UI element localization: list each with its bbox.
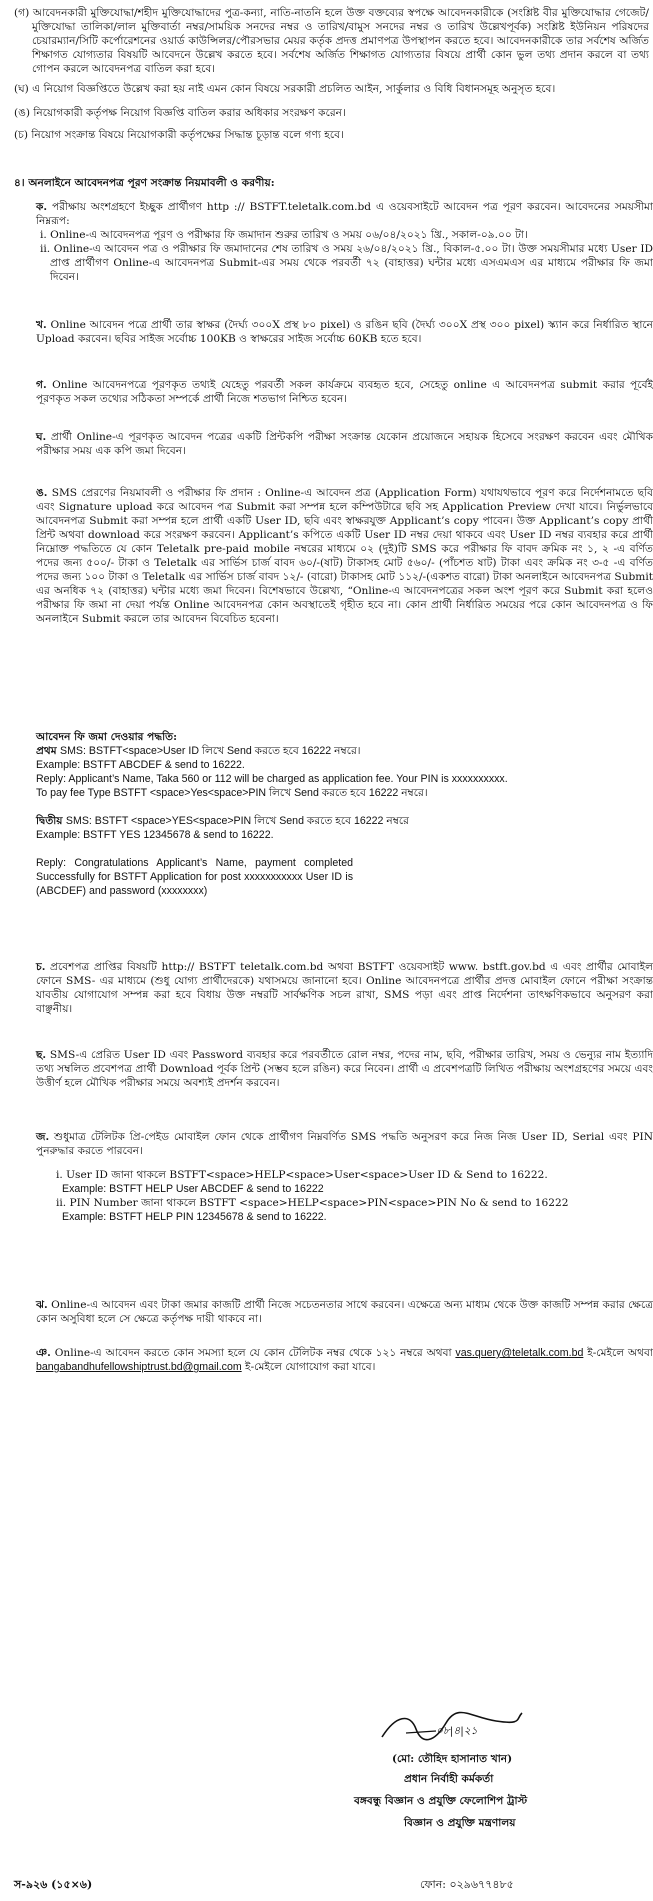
rule-jha-label: ঝ. <box>36 1299 48 1311</box>
rule-ga <box>14 378 653 406</box>
trust-email-link[interactable]: bangabandhufellowshiptrust.bd@gmail.com <box>36 1361 242 1373</box>
rule-cha <box>14 960 653 1016</box>
section-heading: ৪। অনলাইনে আবেদনপত্র পূরণ সংক্রান্ত নিয়মাবলী ও করণীয়: <box>14 177 275 189</box>
rule-gha-label: ঘ. <box>36 431 47 443</box>
item-ga-freedom-fighter: (গ) আবেদনকারী মুক্তিযোদ্ধা/শহীদ মুক্তিযোদ্ধাদের পুত্র-কন্যা, নাতি-নাতনি হলে উক্ত বক্তব্যের স্বপক্ষে আবেদনকারীকে (সংশ্লিষ্ট বীর মুক্তিযোদ্ধার গেজেট/মুক্তিযোদ্ধা তালিকা/লাল মুক্তিবার্তা নম্বর/সাময়িক সনদের নম্বর ও তারিখ/বামুস সনদের নম্বর ও তারিখ উল্লেখপূর্বক) সংশ্লিষ্ট ইউনিয়ন পরিষদের চেয়ারম্যান/সিটি কর্পোরেশনের ওয়ার্ড কাউন্সিলর/পৌরসভার মেয়র কর্তৃক প্রদত্ত প্রমাণপত্র উপস্থাপন করতে হবে। আবেদনকারীকে তার সর্বশেষ অর্জিত শিক্ষাগত যোগ্যতার বিষয়টি আবেদনে উল্লেখ করতে হবে। সর্বশেষ অর্জিত শিক্ষাগত যোগ্যতার বিষয়ে প্রার্থী কোন ভুল তথ্য প্রদান করলে বা তথ্য গোপন করলে আবেদনপত্র বাতিল করা হবে। <box>14 7 649 75</box>
footer-code: স-৯২৬ (১৫×৬) <box>14 1878 93 1891</box>
fee-second-reply: Reply: Congratulations Applicant’s Name, payment completed Successfully for BSTFT Application for post xxxxxxxxxxx User ID is (ABCDEF) and password (xxxxxxxx) <box>36 857 353 897</box>
rule-nya-text-mid: ই-মেইলে অথবা <box>583 1347 653 1359</box>
rule-uma <box>14 486 653 626</box>
signatory-ministry: বিজ্ঞান ও প্রযুক্তি মন্ত্রণালয় <box>404 1817 516 1829</box>
fee-first-pay: To pay fee Type BSTFT <space>Yes<space>PIN লিখে Send করতে হবে 16222 নম্বরে। <box>36 787 428 799</box>
rule-nya-label: ঞ. <box>36 1347 51 1359</box>
rule-ka-i: i. Online-এ আবেদনপত্র পূরণ ও পরীক্ষার ফি জমাদান শুরুর তারিখ ও সময় ০৬/০৪/২০২১ খ্রি., সকাল-০৯.০০ টা। <box>40 229 528 241</box>
rule-nya <box>14 1346 653 1374</box>
rule-kha-label: খ. <box>36 319 47 331</box>
item-uma-cancel-right: (ঙ) নিয়োগকারী কর্তৃপক্ষ নিয়োগ বিজ্ঞপ্তি বাতিল করার অধিকার সংরক্ষণ করেন। <box>14 107 346 119</box>
rule-ja-i: i. User ID জানা থাকলে BSTFT<space>HELP<space>User<space>User ID & Send to 16222. <box>56 1169 548 1181</box>
fee-second-sms: SMS: BSTFT <space>YES<space>PIN লিখে Send করতে হবে 16222 নম্বরে <box>65 815 410 827</box>
rule-nya-text-after: ই-মেইলে যোগাযোগ করা যাবে। <box>241 1361 376 1373</box>
signatory-name: (মো: তৌহিদ হাসানাত খান) <box>392 1753 513 1765</box>
footer-phone: ফোন: ০২৯৬৭৭৪৮৫ <box>420 1878 514 1891</box>
fee-first-reply: Reply: Applicant’s Name, Taka 560 or 112 will be charged as application fee. Your PIN is xxxxxxxxxx. <box>36 773 508 785</box>
rule-ja-i-example: Example: BSTFT HELP User ABCDEF & send to 16222 <box>62 1183 324 1195</box>
rule-jha-text: Online-এ আবেদন এবং টাকা জমার কাজটি প্রার্থী নিজে সচেতনতার সাথে করবেন। এক্ষেত্রে অন্য মাধ্যম থেকে উক্ত কাজটি সম্পন্ন করার ক্ষেত্রে কোন অসুবিধা হলে সে ক্ষেত্রে কর্তৃপক্ষ দায়ী থাকবে না। <box>36 1299 653 1325</box>
signatory-organization: বঙ্গবন্ধু বিজ্ঞান ও প্রযুক্তি ফেলোশিপ ট্রাস্ট <box>354 1795 528 1807</box>
fee-procedure <box>14 730 653 898</box>
rule-ga-label: গ. <box>36 379 47 391</box>
fee-heading: আবেদন ফি জমা দেওয়ার পদ্ধতি: <box>36 731 178 743</box>
rule-ka-intro: পরীক্ষায় অংশগ্রহণে ইচ্ছুক প্রার্থীগণ http :// BSTFT.teletalk.com.bd এ ওয়েবসাইটে আবেদন পত্র পূরণ করবেন। আবেদনের সময়সীমা নিম্নরূপ: <box>36 201 653 227</box>
rule-ka <box>14 200 653 284</box>
rule-cha-text: প্রবেশপত্র প্রাপ্তির বিষয়টি http:// BSTFT teletalk.com.bd অথবা BSTFT ওয়েবসাইট www. bstft.gov.bd এ এবং প্রার্থীর মোবাইল ফোনে SMS- এর মাধ্যমে (শুধু যোগ্য প্রার্থীদেরকে) যথাসময়ে জানানো হবে। Online আবেদনপত্রে প্রার্থীর প্রদত্ত মোবাইল ফোনে পরীক্ষা সংক্রান্ত যাবতীয় যোগাযোগ সম্পন্ন করা হবে বিধায় উক্ত নম্বরটি সার্বক্ষণিক সচল রাখা, SMS পড়া এবং প্রাপ্ত নির্দেশনা তাৎক্ষণিকভাবে অনুসরণ করা বাঞ্ছনীয়। <box>36 961 653 1015</box>
rule-chha-label: ছ. <box>36 1049 47 1061</box>
signature-date: ০৮|৪|২১ <box>436 1725 478 1737</box>
teletalk-email-link[interactable]: vas.query@teletalk.com.bd <box>455 1347 584 1359</box>
rule-ja-ii-example: Example: BSTFT HELP PIN 12345678 & send to 16222. <box>62 1211 327 1223</box>
item-gha-law: (ঘ) এ নিয়োগ বিজ্ঞপ্তিতে উল্লেখ করা হয় নাই এমন কোন বিষয়ে সরকারী প্রচলিত আইন, সার্কুলার ও বিধি বিধানসমূহ অনুসৃত হবে। <box>14 83 556 95</box>
rule-ja-text: শুধুমাত্র টেলিটক প্রি-পেইড মোবাইল ফোন থেকে প্রার্থীগণ নিম্নবর্ণিত SMS পদ্ধতি অনুসরণ করে নিজ নিজ User ID, Serial এবং PIN পুনরুদ্ধার করতে পারবেন। <box>36 1131 653 1157</box>
rule-chha <box>14 1048 653 1090</box>
rule-gha-text: প্রার্থী Online-এ পূরণকৃত আবেদন পত্রের একটি প্রিন্টকপি পরীক্ষা সংক্রান্ত যেকোন প্রয়োজনে সহায়ক হিসেবে সংরক্ষণ করবেন এবং মৌখিক পরীক্ষার সময় এক কপি জমা দিবেন। <box>36 431 653 457</box>
rule-jha <box>14 1298 653 1326</box>
rule-nya-text-before: Online-এ আবেদন করতে কোন সমস্যা হলে যে কোন টেলিটক নম্বর থেকে ১২১ নম্বরে অথবা <box>54 1347 452 1359</box>
rule-ja-label: জ. <box>36 1131 50 1143</box>
rule-gha <box>14 430 653 458</box>
fee-first-label: প্রথম <box>36 745 57 757</box>
fee-second-label: দ্বিতীয় <box>36 815 63 827</box>
fee-first-example: Example: BSTFT ABCDEF & send to 16222. <box>36 759 245 771</box>
rule-kha-text: Online আবেদন পত্রে প্রার্থী তার স্বাক্ষর (দৈর্ঘ্য ৩০০X প্রস্থ ৮০ pixel) ও রঙিন ছবি (দৈর্ঘ্য ৩০০X প্রস্থ ৩০০ pixel) স্ক্যান করে নির্ধারিত স্থানে Upload করবেন। ছবির সাইজ সর্বোচ্চ 100KB ও স্বাক্ষরের সাইজ সর্বোচ্চ 60KB হতে হবে। <box>36 319 653 345</box>
rule-uma-label: ঙ. <box>36 487 48 499</box>
signatory-designation: প্রধান নির্বাহী কর্মকর্তা <box>404 1773 494 1785</box>
rule-uma-text: SMS প্রেরণের নিয়মাবলী ও পরীক্ষার ফি প্রদান : Online-এ আবেদন প্রত্র (Application Form) যথাযথভাবে পূরণ করে নির্দেশনামতে ছবি এবং Signature upload করে আবেদন পত্র Submit করা সম্পন্ন হলে কম্পিউটারে ছবি সহ Application Preview দেখা যাবে। নির্ভুলভাবে আবেদনপত্র Submit করা সম্পন্ন হলে প্রার্থী একটি User ID, ছবি এবং স্বাক্ষরযুক্ত Applicant’s copy পাবেন। উক্ত Applicant’s copy প্রার্থী প্রিন্ট অথবা download করে সংরক্ষণ করবেন। Applicant’s কপিতে একটি User ID নম্বর দেয়া থাকবে এবং User ID নম্বর ব্যবহার করে প্রার্থী নিম্নোক্ত পদ্ধতিতে যে কোন Teletalk pre-paid mobile নম্বরের মাধ্যমে ০২ (দুই)টি SMS করে পরীক্ষার ফি বাবদ ক্রমিক নং ১, ২ -এ বর্ণিত পদের জন্য ৫০০/- টাকা ও Teletalk এর সার্ভিস চার্জ বাবদ ৬০/-(ষাট) টাকাসহ মোট ৫৬০/- (পাঁচশত ষাট) টাকা এবং ক্রমিক নং ৩-৫ -এ বর্ণিত পদের জন্য ১০০ টাকা ও Teletalk এর সার্ভিস চার্জ বাবদ ১২/- (বারো) টাকাসহ মোট ১১২/-(একশত বারো) টাকা অনলাইনে আবেদনপত্র Submit এর অনধিক ৭২ (বাহাত্তর) ঘন্টার মধ্যে জমা দিবেন। বিশেষভাবে উল্লেখ্য, “Online-এ আবেদনপত্রের সকল অংশ পূরণ করে Submit করা হলেও পরীক্ষার ফি জমা না দেয়া পর্যন্ত Online আবেদনপত্র কোন অবস্থাতেই গৃহীত হবে না। কোন প্রার্থী নির্ধারিত সময়ের পরে কোন আবেদনপত্র ও ফি অনলাইনে Submit করলে তার আবেদন বিবেচিত হবেনা। <box>36 487 653 625</box>
rule-ga-text: Online আবেদনপত্রে পূরণকৃত তথ্যই যেহেতু পরবর্তী সকল কার্যক্রমে ব্যবহৃত হবে, সেহেতু online এ আবেদনপত্র submit করার পূর্বেই পূরণকৃত সকল তথ্যের সঠিকতা সম্পর্কে প্রার্থী নিজে শতভাগ নিশ্চিত হবেন। <box>36 379 653 405</box>
rule-ka-label: ক. <box>36 201 48 213</box>
rule-kha <box>14 318 653 346</box>
rule-ja <box>14 1130 653 1224</box>
item-cha-final-decision: (চ) নিয়োগ সংক্রান্ত বিষয়ে নিয়োগকারী কর্তৃপক্ষের সিদ্ধান্ত চূড়ান্ত বলে গণ্য হবে। <box>14 129 344 141</box>
rule-chha-text: SMS-এ প্রেরিত User ID এবং Password ব্যবহার করে পরবর্তীতে রোল নম্বর, পদের নাম, ছবি, পরীক্ষার তারিখ, সময় ও ভেন্যুর নাম ইত্যাদি তথ্য সম্বলিত প্রবেশপত্র প্রার্থী Download পূর্বক প্রিন্ট (সম্ভব হলে রঙিন) করে নিবেন। প্রার্থী এ প্রবেশপত্রটি লিখিত পরীক্ষায় অংশগ্রহণের সময়ে এবং উত্তীর্ণ হলে মৌখিক পরীক্ষার সময়ে অবশ্যই প্রদর্শন করবেন। <box>36 1049 653 1089</box>
fee-first-sms: SMS: BSTFT<space>User ID লিখে Send করতে হবে 16222 নম্বরে। <box>60 745 361 757</box>
rule-ka-ii: ii. Online-এ আবেদন পত্র ও পরীক্ষার ফি জমাদানের শেষ তারিখ ও সময় ২৬/০৪/২০২১ খ্রি., বিকাল-৫.০০ টা। উক্ত সময়সীমার মধ্যে User ID প্রাপ্ত প্রার্থীগণ Online-এ আবেদনপত্র Submit-এর সময় থেকে পরবর্তী ৭২ (বাহাত্তর) ঘন্টার মধ্যে এসএমএস এর মাধ্যমে পরীক্ষার ফি জমা দিবেন। <box>40 243 653 283</box>
fee-second-example: Example: BSTFT YES 12345678 & send to 16222. <box>36 829 274 841</box>
rule-ja-ii: ii. PIN Number জানা থাকলে BSTFT <space>HELP<space>PIN<space>PIN No & send to 16222 <box>56 1197 569 1209</box>
rule-cha-label: চ. <box>36 961 46 973</box>
